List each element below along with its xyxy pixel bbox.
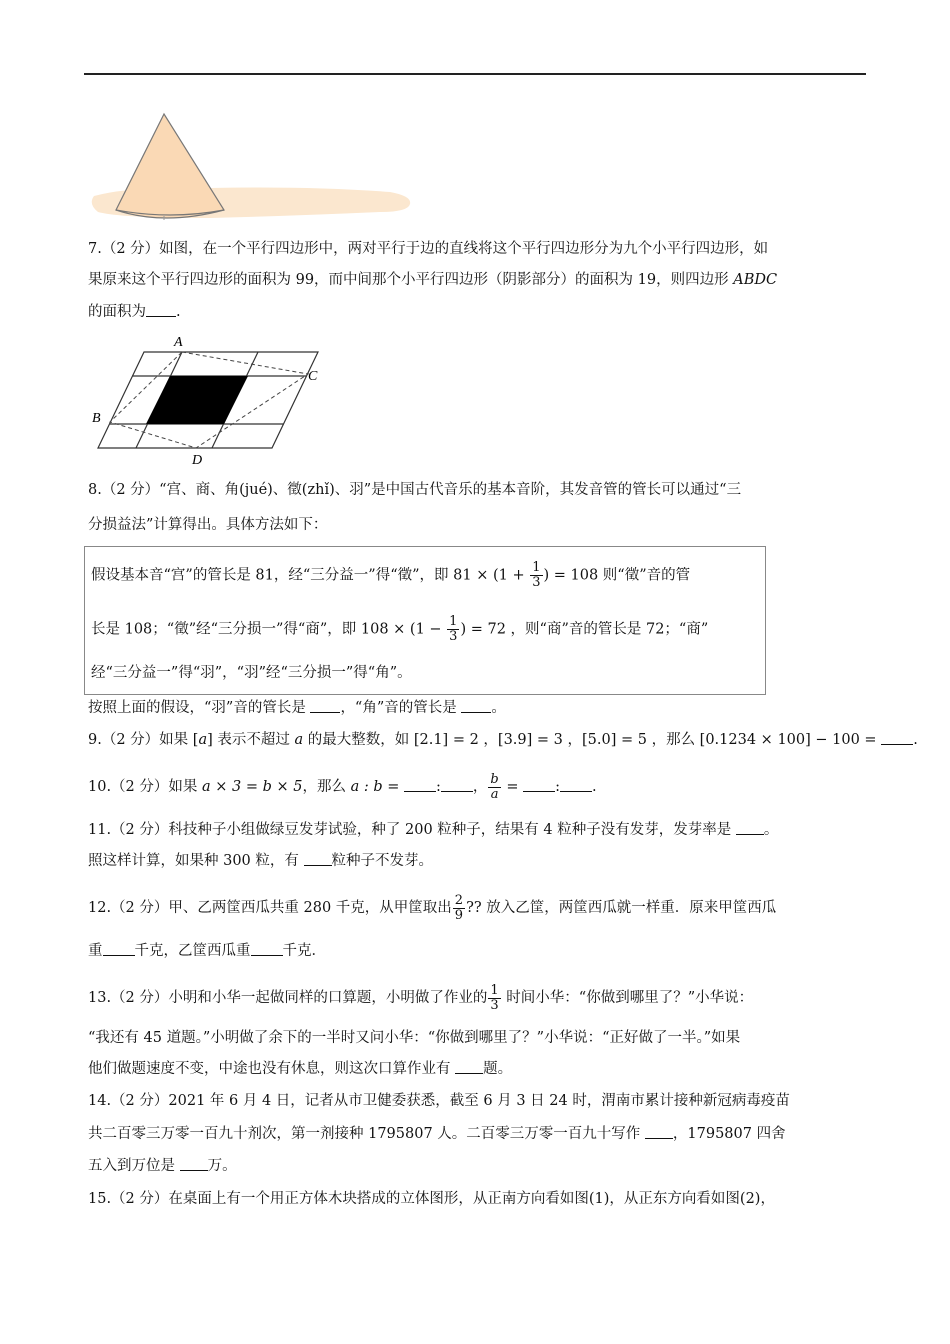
q12-frac-num: 2 bbox=[454, 892, 464, 908]
q12-line2-c: 千克． bbox=[282, 943, 326, 959]
q8-line1: 8.（2 分）“宫、商、角(jué)、徵(zhǐ)、羽”是中国古代音乐的基本音阶，其发音管的管长可以通过“三 bbox=[88, 482, 742, 498]
q7-line2-text: 果原来这个平行四边形的面积为 99，而中间那个小平行四边形（阴影部分）的面积为 19，则四边形 bbox=[88, 272, 734, 288]
q10-comma: ， bbox=[472, 779, 488, 795]
q14-line2 bbox=[88, 1123, 866, 1145]
q10-colon1: : bbox=[436, 779, 441, 795]
q12-blank-jia[interactable] bbox=[103, 941, 135, 956]
q10-frac-num: b bbox=[490, 771, 499, 787]
q14-line2-a: 共二百零三万零一百九十剂次，第一剂接种 1795807 人。二百零三万零一百九十写作 bbox=[88, 1126, 645, 1142]
q9-text-a: 9.（2 分）如果 [ bbox=[88, 732, 199, 748]
q8-after-c: 。 bbox=[491, 700, 506, 716]
q8-box-frac2-num: 1 bbox=[449, 614, 458, 629]
label-a: A bbox=[174, 335, 183, 350]
q10-frac bbox=[488, 773, 500, 802]
q9-text-end: . bbox=[913, 732, 918, 748]
q11-blank-count[interactable] bbox=[304, 851, 332, 866]
q8-box-line1-b: ) = 108 则“徵”音的管 bbox=[543, 567, 691, 584]
q8-blank-yu[interactable] bbox=[310, 698, 340, 713]
q10-eq2: = bbox=[501, 779, 524, 795]
cone-figure bbox=[90, 108, 415, 223]
q12-line2-a: 重 bbox=[88, 943, 103, 959]
q8-box-line1-a: 假设基本音“宫”的管长是 81，经“三分益一”得“徵”，即 81 × (1 + bbox=[91, 567, 530, 584]
q10-line bbox=[88, 772, 866, 802]
q7-quad-label: ABDC bbox=[733, 272, 778, 288]
label-c: C bbox=[308, 369, 318, 384]
q11-blank-rate[interactable] bbox=[736, 820, 764, 835]
label-b: B bbox=[92, 411, 101, 426]
q10-eq1: = bbox=[382, 779, 405, 795]
q7-answer-blank[interactable] bbox=[146, 302, 176, 317]
q14-blank-write[interactable] bbox=[645, 1124, 673, 1139]
q9-var-a1: a bbox=[198, 732, 208, 748]
q8-box-frac1-num: 1 bbox=[532, 560, 541, 575]
q8-box-line2-b: ) = 72 ，则“商”音的管长是 72；“商” bbox=[460, 621, 709, 638]
q13-answer-blank[interactable] bbox=[455, 1059, 483, 1074]
q12-line1 bbox=[88, 893, 866, 923]
q14-line3-b: 万。 bbox=[207, 1158, 237, 1174]
q10-end: . bbox=[592, 779, 597, 795]
q8-box-frac2 bbox=[447, 615, 459, 644]
q8-after-b: ，“角”音的管长是 bbox=[340, 700, 462, 716]
q13-line1 bbox=[88, 983, 866, 1013]
q8-box-frac1 bbox=[530, 561, 542, 590]
q10-blank-2[interactable] bbox=[441, 777, 473, 792]
q8-method-box bbox=[84, 546, 766, 695]
q11-line2-b: 粒种子不发芽。 bbox=[331, 853, 434, 869]
q10-blank-4[interactable] bbox=[560, 777, 592, 792]
q15-line1: 15.（2 分）在桌面上有一个用正方体木块搭成的立体图形，从正南方向看如图(1)，从正东方向看如图(2)， bbox=[88, 1191, 775, 1207]
q9-text-b: ] 表示不超过 bbox=[207, 732, 295, 748]
q8-box-line2-a: 长是 108；“徵”经“三分损一”得“商”，即 108 × (1 − bbox=[91, 621, 447, 638]
q7-line3 bbox=[88, 301, 866, 323]
q13-line3-b: 题。 bbox=[483, 1061, 513, 1077]
q11-line1-b: 。 bbox=[763, 822, 779, 838]
q11-line2-a: 照这样计算，如果种 300 粒，有 bbox=[88, 853, 304, 869]
q12-line2-b: 千克，乙筐西瓜重 bbox=[134, 943, 251, 959]
q13-line3-a: 他们做题速度不变，中途也没有休息，则这次口算作业有 bbox=[88, 1061, 456, 1077]
q14-line3 bbox=[88, 1155, 866, 1177]
q7-line1: 7.（2 分）如图，在一个平行四边形中，两对平行于边的直线将这个平行四边形分为九个小平行四边形，如 bbox=[88, 241, 769, 257]
q14-line3-a: 五入到万位是 bbox=[88, 1158, 180, 1174]
q11-line1-a: 11.（2 分）科技种子小组做绿豆发芽试验，种了 200 粒种子，结果有 4 粒种子没有发芽，发芽率是 bbox=[88, 822, 736, 838]
label-d: D bbox=[192, 453, 203, 468]
q8-box-line3: 经“三分益一”得“羽”，“羽”经“三分损一”得“角”。 bbox=[91, 665, 412, 681]
q8-box-frac2-den: 3 bbox=[449, 629, 458, 644]
header-rule bbox=[84, 73, 866, 75]
q9-text-c: 的最大整数，如 [2.1] = 2 ，[3.9] = 3 ，[5.0] = 5 ，那么 [0.1234 × 100] − 100 = bbox=[303, 732, 882, 748]
q8-box-frac1-den: 3 bbox=[532, 575, 541, 590]
q10-frac-den: a bbox=[490, 786, 499, 802]
q8-after bbox=[88, 697, 866, 719]
q8-box-line2 bbox=[91, 615, 708, 644]
q13-line3 bbox=[88, 1058, 866, 1080]
q9-answer-blank[interactable] bbox=[881, 730, 913, 745]
q10-expr2: a : b bbox=[350, 779, 383, 795]
q14-line2-b: ，1795807 四舍 bbox=[672, 1126, 786, 1142]
q12-line2 bbox=[88, 940, 866, 962]
q8-box-line1 bbox=[91, 561, 690, 590]
q10-blank-3[interactable] bbox=[523, 777, 555, 792]
q8-line2: 分损益法”计算得出。具体方法如下： bbox=[88, 517, 328, 533]
q9-var-a2: a bbox=[294, 732, 304, 748]
parallelogram-figure bbox=[86, 330, 326, 468]
q13-line1-a: 13.（2 分）小明和小华一起做同样的口算题，小明做了作业的 bbox=[88, 990, 488, 1006]
q9-line bbox=[88, 729, 918, 751]
q12-line1-a: 12.（2 分）甲、乙两筐西瓜共重 280 千克，从甲筐取出 bbox=[88, 900, 452, 916]
q14-blank-round[interactable] bbox=[180, 1156, 208, 1171]
q11-line2 bbox=[88, 850, 866, 872]
q13-frac-den: 3 bbox=[490, 997, 499, 1013]
q7-line3-text: 的面积为 bbox=[88, 304, 146, 320]
q7-line2 bbox=[88, 269, 866, 291]
q10-blank-1[interactable] bbox=[404, 777, 436, 792]
q13-line2: “我还有 45 道题。”小明做了余下的一半时又问小华：“你做到哪里了？”小华说：“正好做了一半。”如果 bbox=[88, 1030, 741, 1046]
q13-line1-b: 时间小华：“你做到哪里了？”小华说： bbox=[501, 990, 754, 1006]
q12-blank-yi[interactable] bbox=[251, 941, 283, 956]
q12-frac-den: 9 bbox=[454, 907, 464, 923]
q12-line1-b: ?? 放入乙筐，两筐西瓜就一样重．原来甲筐西瓜 bbox=[466, 900, 777, 916]
q10-colon2: : bbox=[555, 779, 560, 795]
q13-frac bbox=[488, 984, 500, 1013]
q14-line1: 14.（2 分）2021 年 6 月 4 日，记者从市卫健委获悉，截至 6 月 3 日 24 时，渭南市累计接种新冠病毒疫苗 bbox=[88, 1093, 790, 1109]
q8-after-a: 按照上面的假设，“羽”音的管长是 bbox=[88, 700, 311, 716]
q10-expr1: a × 3 = b × 5 bbox=[202, 779, 303, 795]
q11-line1 bbox=[88, 819, 866, 841]
q8-blank-jue[interactable] bbox=[461, 698, 491, 713]
q12-frac bbox=[453, 894, 465, 923]
q13-frac-num: 1 bbox=[490, 982, 499, 998]
q10-text-a: 10.（2 分）如果 bbox=[88, 779, 203, 795]
q10-text-b: ，那么 bbox=[302, 779, 351, 795]
q7-line3-end: . bbox=[176, 304, 181, 320]
